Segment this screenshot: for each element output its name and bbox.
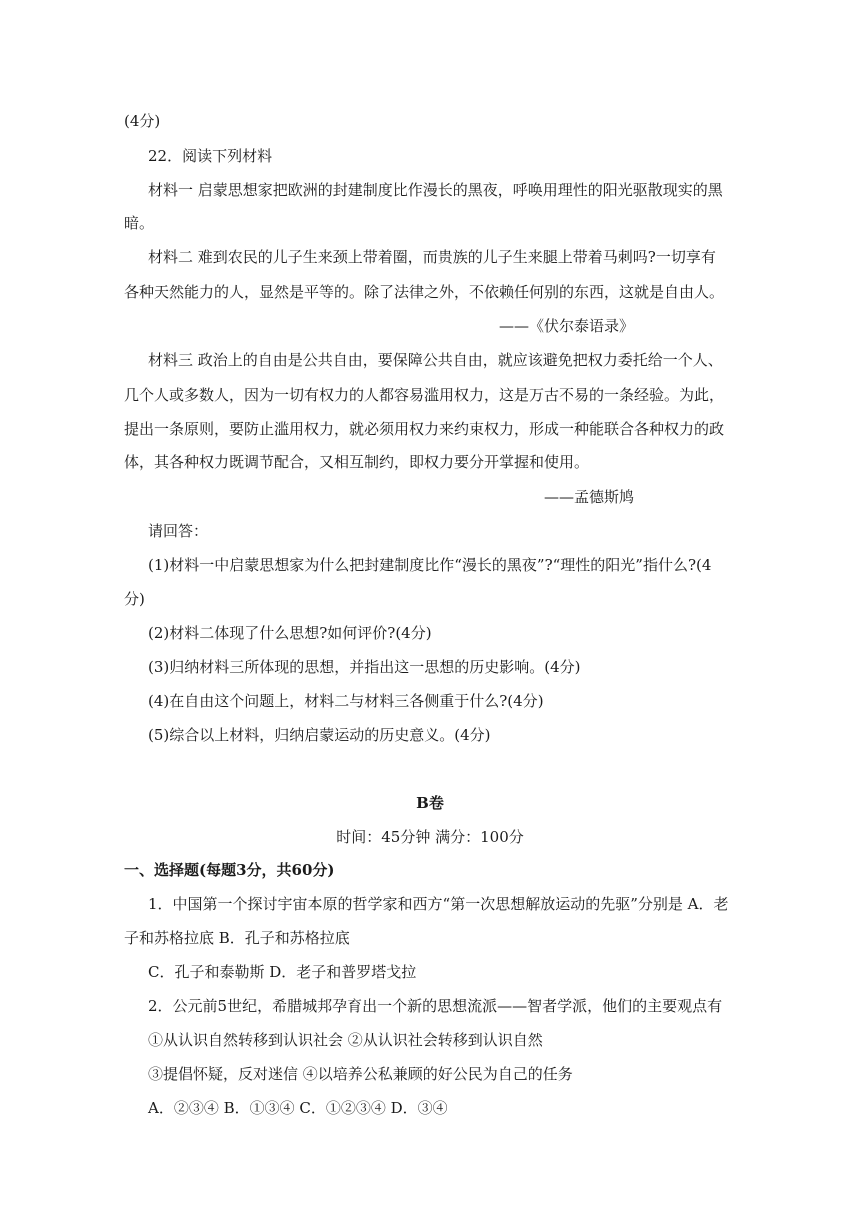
score-tail: (4分)	[124, 112, 161, 130]
sub-question-1-line-1: (1)材料一中启蒙思想家为什么把封建制度比作“漫长的黑夜”?“理性的阳光”指什么?(4	[148, 556, 712, 574]
material-3-line-4: 体，其各种权力既调节配合，又相互制约，即权力要分开掌握和使用。	[124, 453, 590, 471]
material-3-line-2: 几个人或多数人，因为一切有权力的人都容易滥用权力，这是万古不易的一条经验。为此，	[124, 386, 725, 404]
answer-prompt: 请回答：	[148, 522, 209, 540]
material-3-line-1: 材料三 政治上的自由是公共自由，要保障公共自由，就应该避免把权力委托给一个人、	[148, 351, 723, 369]
material-2-source: ——《伏尔泰语录》	[498, 317, 634, 335]
b-question-1-line-3: C．孔子和泰勒斯 D．老子和普罗塔戈拉	[148, 963, 417, 981]
material-3-source: ——孟德斯鸠	[543, 488, 634, 506]
sub-question-1-line-2: 分)	[124, 590, 145, 608]
material-1-line-1: 材料一 启蒙思想家把欧洲的封建制度比作漫长的黑夜，呼唤用理性的阳光驱散现实的黑	[148, 181, 723, 199]
section-b-title: B卷	[416, 794, 444, 812]
b-question-2-line-2: ①从认识自然转移到认识社会 ②从认识社会转移到认识自然	[148, 1031, 543, 1049]
material-2-line-1: 材料二 难到农民的儿子生来颈上带着圈，而贵族的儿子生来腿上带着马刺吗?一切享有	[148, 248, 716, 266]
material-2-line-2: 各种天然能力的人，显然是平等的。除了法律之外，不依赖任何别的东西，这就是自由人。	[124, 283, 725, 301]
b-question-2-line-1: 2．公元前5世纪，希腊城邦孕育出一个新的思想流派——智者学派，他们的主要观点有	[148, 997, 723, 1015]
b-question-2-line-4: A．②③④ B．①③④ C．①②③④ D．③④	[148, 1099, 448, 1117]
part-1-heading: 一、选择题(每题3分，共60分)	[124, 861, 335, 879]
sub-question-2: (2)材料二体现了什么思想?如何评价?(4分)	[148, 624, 432, 642]
question-22-title: 22．阅读下列材料	[148, 147, 273, 165]
b-question-2-line-3: ③提倡怀疑，反对迷信 ④以培养公私兼顾的好公民为自己的任务	[148, 1065, 573, 1083]
material-3-line-3: 提出一条原则，要防止滥用权力，就必须用权力来约束权力，形成一种能联合各种权力的政	[124, 420, 725, 438]
material-1-line-2: 暗。	[124, 214, 155, 232]
section-b-meta: 时间：45分钟 满分：100分	[336, 828, 524, 846]
sub-question-5: (5)综合以上材料，归纳启蒙运动的历史意义。(4分)	[148, 726, 491, 744]
b-question-1-line-1: 1．中国第一个探讨宇宙本原的哲学家和西方“第一次思想解放运动的先驱”分别是 A．老	[148, 895, 729, 913]
sub-question-3: (3)归纳材料三所体现的思想，并指出这一思想的历史影响。(4分)	[148, 658, 581, 676]
sub-question-4: (4)在自由这个问题上，材料二与材料三各侧重于什么?(4分)	[148, 692, 544, 710]
b-question-1-line-2: 子和苏格拉底 B．孔子和苏格拉底	[124, 929, 350, 947]
